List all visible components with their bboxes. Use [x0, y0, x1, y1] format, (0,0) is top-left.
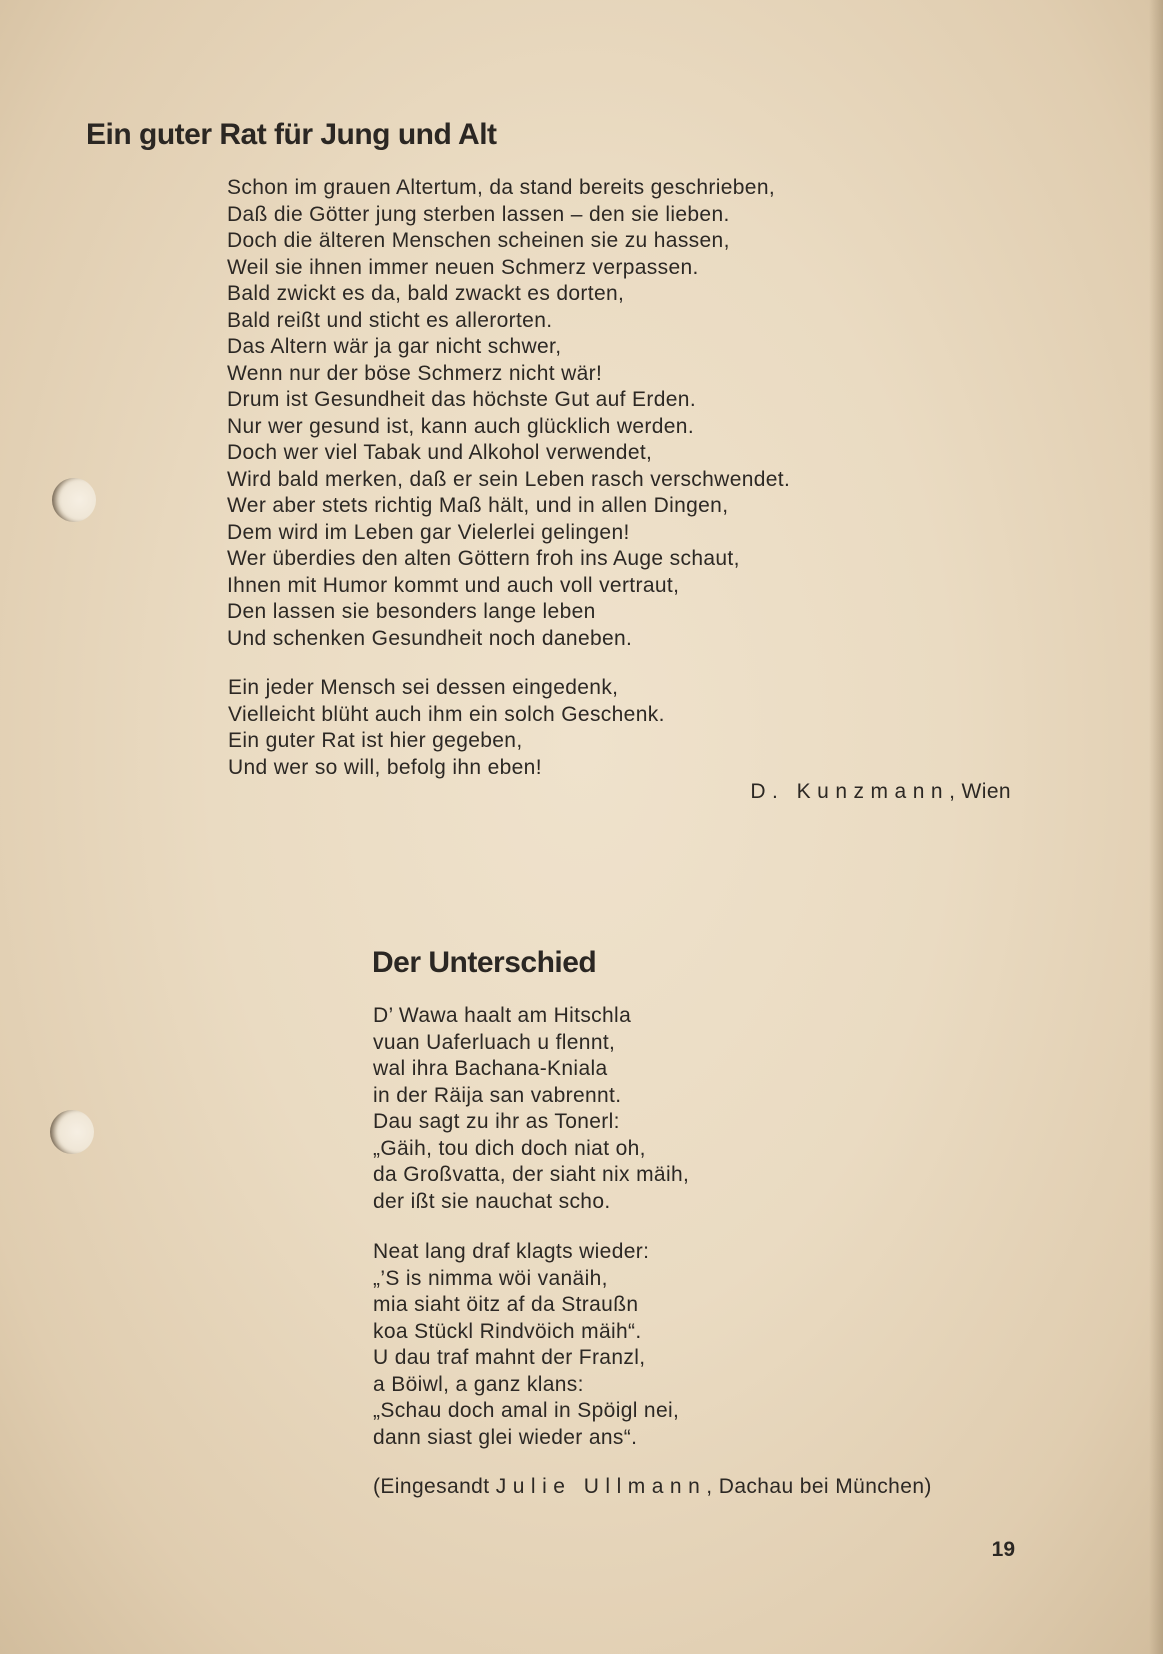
poem-line: koa Stückl Rindvöich mäih“.: [373, 1319, 642, 1343]
poem-line: Wer aber stets richtig Maß hält, und in allen Dingen,: [227, 494, 729, 517]
poem-title: Der Unterschied: [372, 946, 597, 979]
author-place: , Wien: [949, 780, 1011, 803]
punch-hole: [52, 478, 96, 522]
poem-line: Wenn nur der böse Schmerz nicht wär!: [227, 361, 603, 385]
poem-title: Ein guter Rat für Jung und Alt: [86, 118, 497, 151]
poem-line: Daß die Götter jung sterben lassen – den sie lieben.: [227, 202, 730, 226]
poem-line: Das Altern wär ja gar nicht schwer,: [227, 335, 562, 358]
poem-line: vuan Uaferluach u flennt,: [373, 1030, 616, 1054]
poem-line: Bald reißt und sticht es allerorten.: [227, 308, 553, 332]
poem-line: Ihnen mit Humor kommt und auch voll vertraut,: [227, 573, 680, 597]
poem-line: Dem wird im Leben gar Vielerlei gelingen!: [227, 520, 630, 544]
poem-line: „Schau doch amal in Spöigl nei,: [373, 1399, 680, 1422]
poem-author: [750, 780, 1011, 804]
poem-line: Und schenken Gesundheit noch daneben.: [227, 626, 633, 650]
poem-line: Den lassen sie besonders lange leben: [227, 600, 596, 623]
poem-line: „’S is nimma wöi vanäih,: [373, 1266, 608, 1290]
page-number: 19: [991, 1538, 1015, 1561]
poem-line: Vielleicht blüht auch ihm ein solch Geschenk.: [228, 702, 665, 726]
poem-source: [373, 1475, 932, 1499]
poem-line: „Gäih, tou dich doch niat oh,: [373, 1136, 646, 1160]
poem-line: Drum ist Gesundheit das höchste Gut auf Erden.: [227, 388, 697, 411]
poem-line: Wer überdies den alten Göttern froh ins Auge schaut,: [227, 547, 740, 570]
source-name: Julie Ullmann: [495, 1475, 707, 1498]
poem-line: Doch wer viel Tabak und Alkohol verwendet,: [227, 441, 653, 464]
poem-line: dann siast glei wieder ans“.: [373, 1425, 638, 1449]
poem-line: wal ihra Bachana-Kniala: [373, 1057, 608, 1080]
poem-stanza: [373, 1239, 679, 1451]
poem-stanza: [228, 675, 665, 781]
poem-line: in der Räija san vabrennt.: [373, 1083, 622, 1107]
poem-line: mia siaht öitz af da Straußn: [373, 1293, 639, 1316]
poem-line: Doch die älteren Menschen scheinen sie zu hassen,: [227, 229, 730, 252]
poem-line: Ein jeder Mensch sei dessen eingedenk,: [228, 676, 619, 699]
poem-line: Wird bald merken, daß er sein Leben rasch verschwendet.: [227, 467, 791, 491]
poem-line: Dau sagt zu ihr as Tonerl:: [373, 1110, 620, 1133]
source-suffix: , Dachau bei München): [706, 1475, 932, 1498]
poem-line: Und wer so will, befolg ihn eben!: [228, 755, 542, 779]
poem-line: Ein guter Rat ist hier gegeben,: [228, 729, 523, 752]
poem-stanza: [227, 175, 790, 652]
source-prefix: (Eingesandt: [373, 1475, 496, 1498]
punch-hole: [50, 1110, 94, 1154]
poem-line: Schon im grauen Altertum, da stand bereits geschrieben,: [227, 176, 776, 199]
poem-line: Nur wer gesund ist, kann auch glücklich werden.: [227, 414, 695, 438]
poem-stanza: [373, 1003, 689, 1215]
poem-line: U dau traf mahnt der Franzl,: [373, 1346, 646, 1369]
poem-line: Weil sie ihnen immer neuen Schmerz verpassen.: [227, 255, 699, 279]
poem-line: D’ Wawa haalt am Hitschla: [373, 1004, 632, 1027]
poem-line: Bald zwickt es da, bald zwackt es dorten,: [227, 282, 625, 305]
poem-line: der ißt sie nauchat scho.: [373, 1189, 611, 1213]
author-name: D. Kunzmann: [750, 780, 950, 803]
poem-line: a Böiwl, a ganz klans:: [373, 1372, 584, 1396]
poem-line: da Großvatta, der siaht nix mäih,: [373, 1163, 690, 1186]
poem-line: Neat lang draf klagts wieder:: [373, 1240, 650, 1263]
